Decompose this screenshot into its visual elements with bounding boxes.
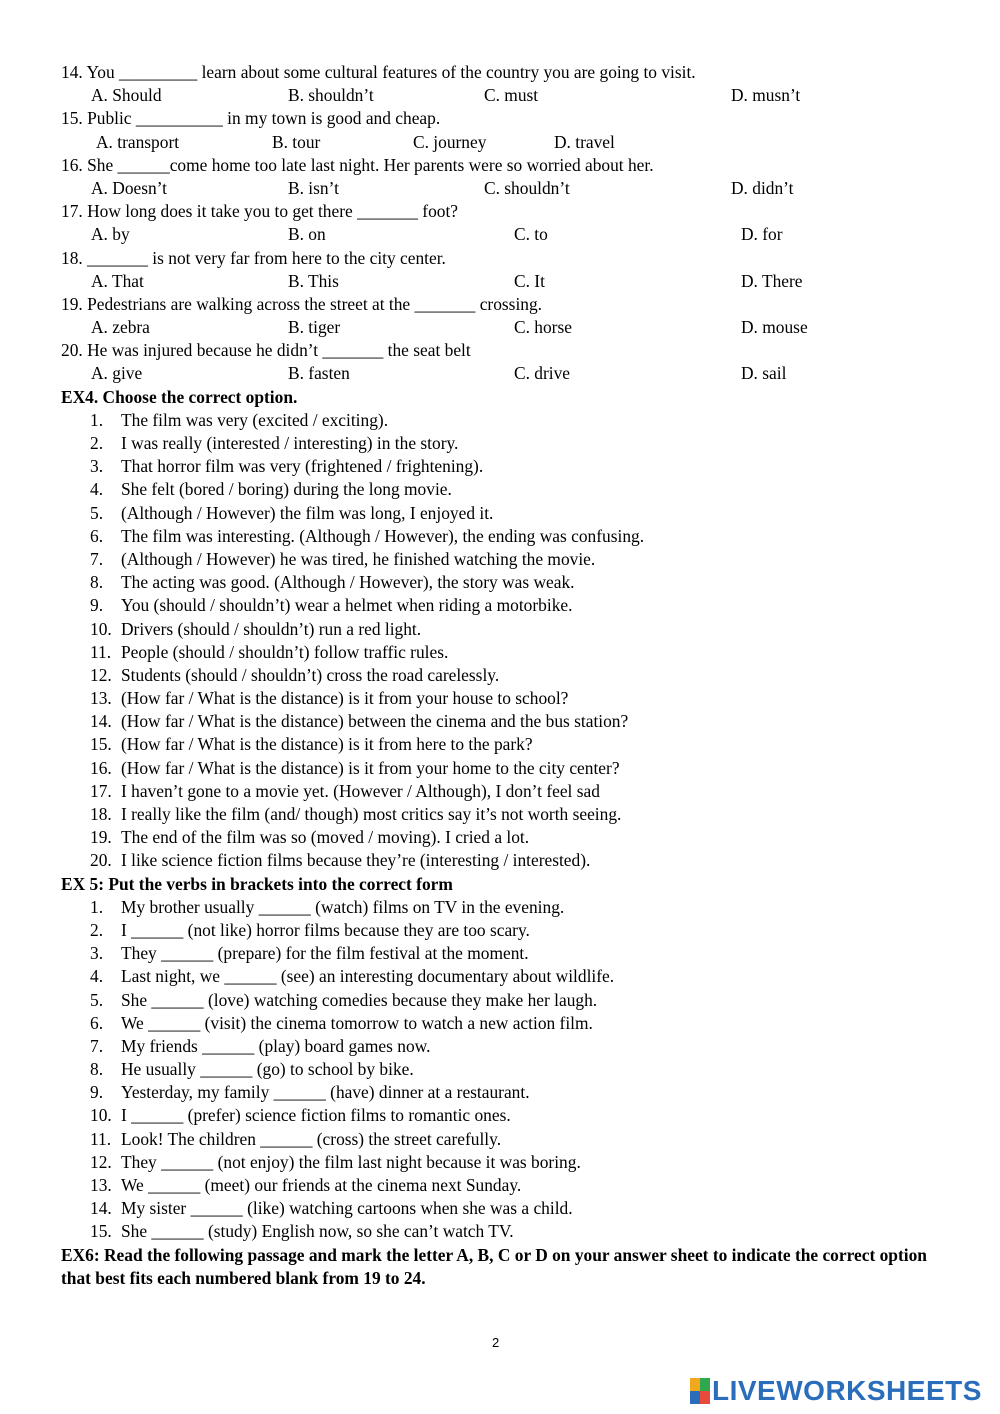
item-number: 7. (90, 1035, 104, 1056)
item-number: 6. (90, 1012, 104, 1033)
question-15 (61, 107, 961, 153)
list-item (61, 409, 961, 432)
item-text: (Although / However) the film was long, I enjoyed it. (121, 502, 494, 523)
item-number: 6. (90, 525, 104, 546)
question-17 (61, 200, 961, 246)
answer-options (61, 362, 961, 385)
option-d: D. for (741, 224, 783, 245)
item-number: 3. (90, 456, 104, 477)
list-item (61, 1035, 961, 1058)
worksheet-content (61, 61, 961, 1290)
option-b: B. shouldn’t (288, 85, 374, 106)
item-number: 13. (90, 688, 112, 709)
item-number: 19. (90, 827, 112, 848)
option-a: A. by (91, 224, 130, 245)
item-number: 12. (90, 1151, 112, 1172)
item-text: (How far / What is the distance) is it from your home to the city center? (121, 757, 620, 778)
list-item (61, 664, 961, 687)
item-text: Last night, we ______ (see) an interesting documentary about wildlife. (121, 966, 615, 987)
option-c: C. It (514, 270, 545, 291)
brand-name: LIVEWORKSHEETS (712, 1375, 982, 1406)
list-item (61, 525, 961, 548)
item-number: 2. (90, 919, 104, 940)
option-d: D. There (741, 270, 803, 291)
item-text: They ______ (not enjoy) the film last night because it was boring. (121, 1151, 581, 1172)
list-item (61, 733, 961, 756)
option-a: A. transport (96, 131, 180, 152)
item-text: We ______ (meet) our friends at the cinema next Sunday. (121, 1175, 522, 1195)
item-number: 10. (90, 618, 112, 639)
item-text: The acting was good. (Although / However), the story was weak. (121, 572, 575, 593)
answer-options (61, 84, 961, 107)
list-item (61, 571, 961, 594)
option-c: C. to (514, 224, 548, 245)
item-text: (How far / What is the distance) is it from here to the park? (121, 734, 533, 755)
item-text: They ______ (prepare) for the film festival at the moment. (121, 943, 529, 964)
item-text: I ______ (not like) horror films because they are too scary. (121, 919, 530, 940)
list-item (61, 710, 961, 733)
list-item (61, 1174, 961, 1197)
list-item (61, 641, 961, 664)
question-stem: 14. You _________ learn about some cultural features of the country you are going to visit. (61, 62, 696, 82)
list-item (61, 618, 961, 641)
item-text: He usually ______ (go) to school by bike. (121, 1059, 414, 1080)
question-19 (61, 293, 961, 339)
option-b: B. fasten (288, 363, 350, 384)
item-number: 10. (90, 1105, 112, 1126)
list-item (61, 1104, 961, 1127)
list-item (61, 548, 961, 571)
page-number: 2 (492, 1335, 500, 1350)
option-c: C. must (484, 85, 539, 106)
list-item (61, 942, 961, 965)
option-c: C. drive (514, 363, 571, 384)
question-18 (61, 247, 961, 293)
liveworksheets-logo-icon (690, 1378, 710, 1404)
item-number: 14. (90, 1198, 112, 1219)
item-number: 17. (90, 780, 112, 801)
item-number: 15. (90, 1221, 112, 1242)
item-text: Drivers (should / shouldn’t) run a red light. (121, 618, 422, 639)
list-item (61, 919, 961, 942)
question-stem: 19. Pedestrians are walking across the street at the _______ crossing. (61, 293, 543, 314)
item-number: 2. (90, 433, 104, 453)
option-c: C. horse (514, 317, 572, 338)
item-text: (Although / However) he was tired, he finished watching the movie. (121, 548, 596, 569)
list-item (61, 478, 961, 501)
option-c: C. shouldn’t (484, 177, 570, 198)
option-b: B. tiger (288, 317, 341, 338)
question-stem: 18. _______ is not very far from here to the city center. (61, 247, 446, 268)
ex5-list (61, 896, 961, 1244)
question-stem: 17. How long does it take you to get there _______ foot? (61, 201, 459, 222)
list-item (61, 1081, 961, 1104)
item-text: My friends ______ (play) board games now. (121, 1035, 431, 1056)
option-a: A. Doesn’t (91, 177, 167, 198)
item-text: I ______ (prefer) science fiction films to romantic ones. (121, 1105, 511, 1126)
ex4-list (61, 409, 961, 873)
item-number: 4. (90, 479, 104, 500)
question-16 (61, 154, 961, 200)
option-d: D. mouse (741, 317, 808, 338)
list-item (61, 502, 961, 525)
item-text: The film was interesting. (Although / However), the ending was confusing. (121, 525, 645, 546)
item-number: 18. (90, 804, 112, 824)
option-b: B. tour (272, 131, 321, 152)
list-item (61, 965, 961, 988)
item-text: The end of the film was so (moved / moving). I cried a lot. (121, 827, 530, 848)
item-text: That horror film was very (frightened / frightening). (121, 456, 484, 477)
question-20 (61, 339, 961, 385)
list-item (61, 594, 961, 617)
item-number: 14. (90, 711, 112, 732)
item-text: (How far / What is the distance) is it from your house to school? (121, 688, 569, 709)
option-a: A. give (91, 363, 143, 384)
item-text: Look! The children ______ (cross) the street carefully. (121, 1128, 502, 1149)
list-item (61, 849, 961, 872)
list-item (61, 455, 961, 478)
item-text: The film was very (excited / exciting). (121, 409, 389, 430)
list-item (61, 1058, 961, 1081)
item-text: My sister ______ (like) watching cartoons when she was a child. (121, 1198, 573, 1219)
item-text: I really like the film (and/ though) most critics say it’s not worth seeing. (121, 804, 622, 824)
item-text: People (should / shouldn’t) follow traffic rules. (121, 641, 449, 662)
list-item (61, 989, 961, 1012)
item-number: 16. (90, 757, 112, 778)
item-text: I like science fiction films because they’re (interesting / interested). (121, 850, 591, 871)
answer-options (61, 177, 961, 200)
list-item (61, 780, 961, 803)
item-text: She ______ (love) watching comedies because they make her laugh. (121, 989, 598, 1010)
item-text: My brother usually ______ (watch) films on TV in the evening. (121, 896, 565, 917)
answer-options (61, 270, 961, 293)
item-number: 3. (90, 943, 104, 964)
item-number: 13. (90, 1175, 112, 1195)
item-number: 12. (90, 664, 112, 685)
item-number: 7. (90, 548, 104, 569)
answer-options (61, 131, 961, 154)
list-item (61, 1012, 961, 1035)
item-number: 9. (90, 595, 104, 616)
list-item (61, 896, 961, 919)
item-number: 5. (90, 502, 104, 523)
option-a: A. Should (91, 85, 162, 106)
item-number: 11. (90, 641, 112, 662)
item-number: 8. (90, 1059, 104, 1080)
list-item (61, 803, 961, 826)
ex4-heading: EX4. Choose the correct option. (61, 386, 298, 407)
option-b: B. This (288, 270, 339, 291)
answer-options (61, 316, 961, 339)
list-item (61, 1151, 961, 1174)
list-item (61, 687, 961, 710)
list-item (61, 432, 961, 455)
option-d: D. didn’t (731, 177, 794, 198)
item-number: 9. (90, 1082, 104, 1103)
item-text: Students (should / shouldn’t) cross the road carelessly. (121, 664, 500, 685)
option-d: D. sail (741, 363, 787, 384)
item-text: I was really (interested / interesting) in the story. (121, 433, 459, 453)
option-d: D. musn’t (731, 85, 801, 106)
item-number: 15. (90, 734, 112, 755)
item-text: We ______ (visit) the cinema tomorrow to watch a new action film. (121, 1012, 593, 1033)
item-number: 8. (90, 572, 104, 593)
list-item (61, 826, 961, 849)
item-text: She felt (bored / boring) during the long movie. (121, 479, 452, 500)
item-text: She ______ (study) English now, so she can’t watch TV. (121, 1221, 514, 1242)
option-b: B. isn’t (288, 177, 339, 198)
list-item (61, 1128, 961, 1151)
item-text: (How far / What is the distance) between the cinema and the bus station? (121, 711, 629, 732)
item-text: Yesterday, my family ______ (have) dinner at a restaurant. (121, 1082, 530, 1103)
liveworksheets-logo (690, 1376, 982, 1406)
item-text: I haven’t gone to a movie yet. (However / Although), I don’t feel sad (121, 780, 600, 801)
ex6-heading: EX6: Read the following passage and mark the letter A, B, C or D on your answer sheet to indicate the correct option that best fits each numbered blank from 19 to 24. (61, 1244, 927, 1288)
item-number: 1. (90, 896, 104, 917)
option-a: A. That (91, 270, 144, 291)
option-b: B. on (288, 224, 326, 245)
question-stem: 16. She ______come home too late last night. Her parents were so worried about her. (61, 154, 654, 175)
item-text: You (should / shouldn’t) wear a helmet when riding a motorbike. (121, 595, 573, 616)
answer-options (61, 223, 961, 246)
list-item (61, 1220, 961, 1243)
item-number: 5. (90, 989, 104, 1010)
question-14 (61, 61, 961, 107)
item-number: 4. (90, 966, 104, 987)
question-stem: 15. Public __________ in my town is good and cheap. (61, 108, 441, 129)
option-a: A. zebra (91, 317, 150, 338)
option-d: D. travel (554, 131, 615, 152)
list-item (61, 757, 961, 780)
option-c: C. journey (413, 131, 487, 152)
item-number: 1. (90, 409, 104, 430)
question-stem: 20. He was injured because he didn’t _______ the seat belt (61, 340, 471, 361)
list-item (61, 1197, 961, 1220)
item-number: 20. (90, 850, 112, 871)
ex5-heading: EX 5: Put the verbs in brackets into the correct form (61, 873, 453, 894)
item-number: 11. (90, 1128, 112, 1149)
